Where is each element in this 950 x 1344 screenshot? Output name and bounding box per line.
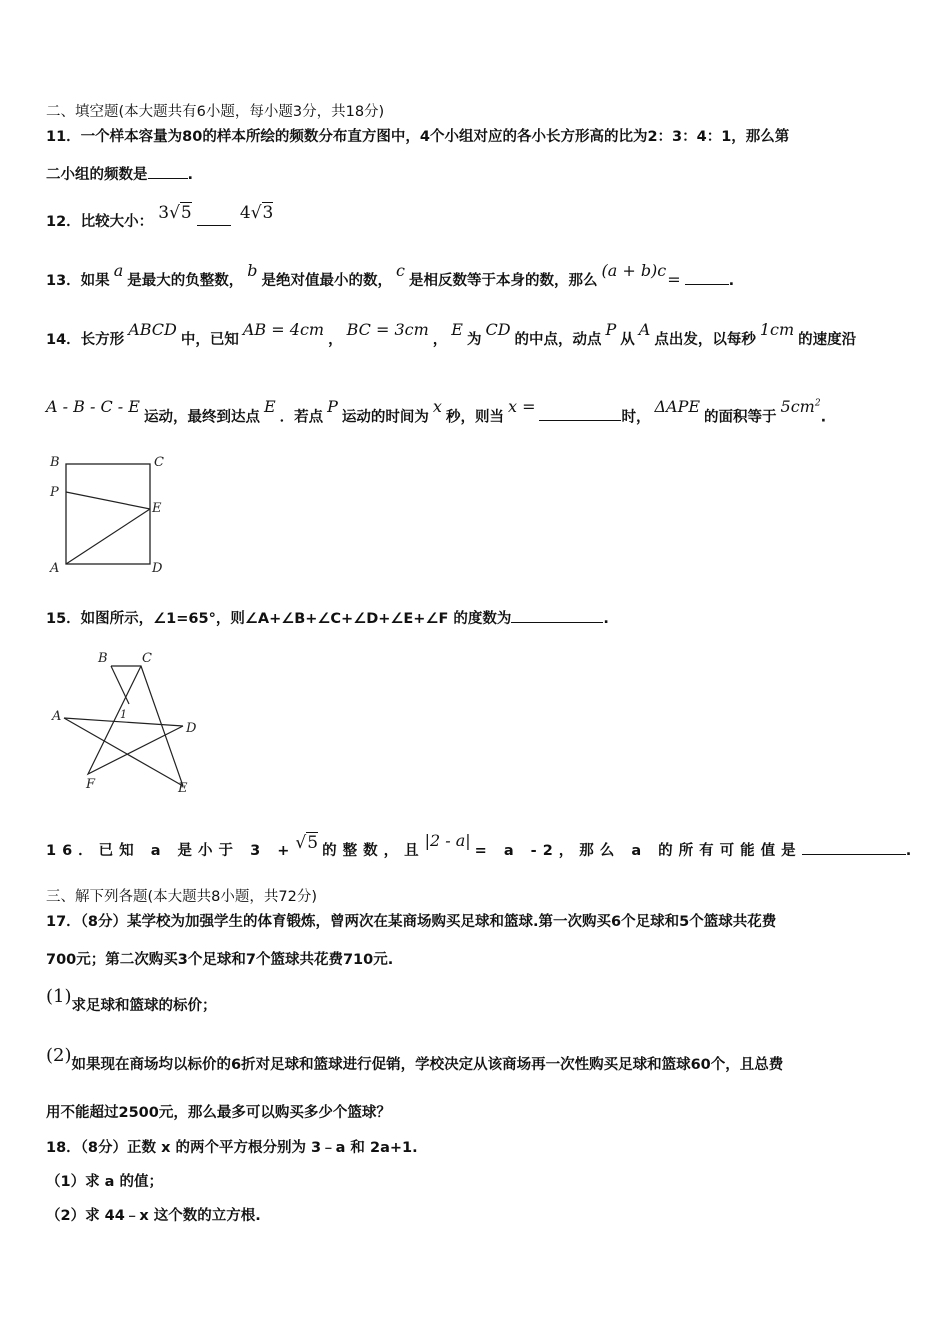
q12-line bbox=[46, 203, 274, 232]
q14-var-a: A bbox=[638, 320, 651, 339]
q11-answer-blank bbox=[148, 164, 188, 179]
q13-line bbox=[46, 261, 735, 291]
q14-answer-blank bbox=[539, 406, 621, 421]
q14-x-equals: x = bbox=[507, 397, 536, 417]
label-e: E bbox=[152, 501, 162, 516]
q14-var-e: E bbox=[451, 320, 463, 339]
segment-pe bbox=[66, 492, 150, 509]
q13-end: . bbox=[728, 273, 735, 289]
q16-abs-expr: |2 - a| bbox=[424, 831, 471, 850]
q16-end: . bbox=[905, 843, 912, 859]
q14-text-6: 点出发，以每秒 bbox=[654, 332, 756, 348]
q18-line1: 18．（8分）正数 x 的两个平方根分别为 3﹣a 和 2a+1. bbox=[46, 1140, 418, 1156]
rectangle-outline bbox=[66, 464, 150, 564]
q17-sub2-line2: 用不能超过2500元，那么最多可以购买多少个篮球？ bbox=[46, 1105, 391, 1121]
q16-line bbox=[46, 831, 912, 861]
q14-abcd: ABCD bbox=[128, 320, 177, 339]
q17-sub2-text: 如果现在商场均以标价的6折对足球和篮球进行促销，学校决定从该商场再一次性购买足球和篮球60个，且总费 bbox=[71, 1057, 784, 1073]
label-d: D bbox=[152, 561, 163, 576]
q13-text-2: 是最大的负整数， bbox=[127, 273, 244, 289]
q14-triangle: ΔAPE bbox=[654, 397, 701, 417]
segment-b-c-e bbox=[111, 666, 183, 786]
section-heading-solve: 三、解下列各题(本大题共8小题，共72分) bbox=[46, 889, 317, 905]
q13-var-c: c bbox=[395, 261, 405, 280]
q13-text-1: 13．如果 bbox=[46, 273, 110, 289]
q12-compare-blank bbox=[197, 211, 231, 226]
q14-text-5: 从 bbox=[620, 332, 635, 348]
q14-text-10: 运动的时间为 bbox=[341, 409, 429, 426]
figure-star bbox=[48, 646, 208, 796]
q14-var-e2: E bbox=[263, 397, 276, 417]
q17-sub1 bbox=[46, 986, 217, 1016]
q14-text-1: 14．长方形 bbox=[46, 332, 125, 348]
q15-answer-blank bbox=[511, 608, 603, 623]
figure-rectangle-abcd bbox=[44, 452, 174, 576]
q14-comma-1: ， bbox=[328, 332, 343, 348]
q18-sub2: （2）求 44﹣x 这个数的立方根. bbox=[46, 1208, 261, 1224]
label-a: A bbox=[52, 709, 62, 724]
q14-text-3: 为 bbox=[466, 332, 482, 348]
segment-ae bbox=[66, 509, 150, 564]
q14-var-p: P bbox=[605, 320, 617, 339]
q14-text-4: 的中点，动点 bbox=[514, 332, 602, 348]
q14-path: A - B - C - E bbox=[46, 397, 140, 417]
label-c: C bbox=[142, 651, 152, 666]
q14-text-8: 运动，最终到达点 bbox=[143, 409, 260, 426]
label-b: B bbox=[98, 651, 108, 666]
q11-line2 bbox=[46, 164, 193, 185]
q14-area: $5cm^2$ bbox=[780, 397, 821, 417]
section-heading-fill-in: 二、填空题(本大题共有6小题，每小题3分，共18分) bbox=[46, 104, 385, 120]
label-e: E bbox=[178, 781, 188, 796]
q18-sub1: （1）求 a 的值； bbox=[46, 1174, 163, 1190]
q14-text-7: 的速度沿 bbox=[798, 332, 857, 348]
q17-line1: 17．（8分）某学校为加强学生的体育锻炼，曾两次在某商场购买足球和篮球.第一次购买6个足球和5个篮球共花费 bbox=[46, 914, 777, 930]
q13-var-b: b bbox=[247, 261, 258, 280]
q14-cd: CD bbox=[485, 320, 511, 339]
q13-text-3: 是绝对值最小的数， bbox=[261, 273, 392, 289]
q15-end: . bbox=[603, 611, 609, 627]
q14-text-2: 中，已知 bbox=[180, 332, 239, 348]
label-f: F bbox=[86, 777, 96, 792]
q16-sqrt: √5 bbox=[295, 833, 319, 853]
q14-ab: AB = 4cm bbox=[242, 320, 325, 339]
q14-text-13: 的面积等于 bbox=[704, 409, 777, 426]
q16-answer-blank bbox=[802, 840, 906, 855]
q12-right-value: 4√3 bbox=[239, 203, 274, 223]
q11-line1: 11．一个样本容量为80的样本所绘的频数分布直方图中，4个小组对应的各小长方形高的比为2：3：4：1，那么第 bbox=[46, 129, 790, 145]
q14-end: . bbox=[820, 409, 827, 426]
label-d: D bbox=[186, 721, 197, 736]
segment-b-1 bbox=[111, 666, 129, 704]
label-a: A bbox=[50, 561, 60, 576]
q11-text: 二小组的频数是 bbox=[46, 167, 148, 183]
segment-a-e bbox=[64, 718, 183, 786]
q17-line2: 700元；第二次购买3个足球和7个篮球共花费710元. bbox=[46, 952, 394, 968]
q14-line2 bbox=[46, 397, 827, 427]
q16-text-1: 16．已知 a 是小于 3 + bbox=[46, 843, 296, 859]
label-angle-1: 1 bbox=[120, 708, 127, 721]
q14-line1 bbox=[46, 320, 857, 350]
q17-sub2-number: (2) bbox=[46, 1045, 72, 1066]
q17-sub1-number: (1) bbox=[46, 986, 72, 1007]
q17-sub1-text: 求足球和篮球的标价； bbox=[71, 998, 217, 1014]
label-b: B bbox=[50, 455, 60, 470]
label-p: P bbox=[50, 485, 59, 500]
q13-expression: (a + b)c bbox=[601, 261, 667, 280]
q14-bc: BC = 3cm bbox=[346, 320, 429, 339]
q15-line bbox=[46, 608, 609, 629]
q14-text-9: ．若点 bbox=[279, 409, 324, 426]
q13-var-a: a bbox=[113, 261, 124, 280]
q13-text-4: 是相反数等于本身的数，那么 bbox=[408, 273, 598, 289]
q13-answer-blank bbox=[685, 270, 729, 285]
q12-label: 12．比较大小： bbox=[46, 214, 154, 230]
q14-speed: 1cm bbox=[759, 320, 795, 339]
label-c: C bbox=[154, 455, 164, 470]
q14-text-12: 时， bbox=[621, 409, 651, 426]
q13-equals: = bbox=[667, 270, 681, 289]
q16-text-3: = a -2，那么 a 的所有可能值是 bbox=[474, 843, 802, 859]
q11-end: . bbox=[187, 167, 194, 183]
q15-text: 15．如图所示，∠1=65°，则∠A+∠B+∠C+∠D+∠E+∠F 的度数为 bbox=[46, 611, 512, 627]
q14-var-p2: P bbox=[327, 397, 338, 417]
q14-comma-2: ， bbox=[432, 332, 448, 348]
q14-var-x: x bbox=[432, 397, 442, 417]
q17-sub2-line1 bbox=[46, 1045, 784, 1075]
q14-text-11: 秒，则当 bbox=[445, 409, 504, 426]
q12-left-value: 3√5 bbox=[158, 203, 192, 223]
q16-text-2: 的整数，且 bbox=[322, 843, 425, 859]
